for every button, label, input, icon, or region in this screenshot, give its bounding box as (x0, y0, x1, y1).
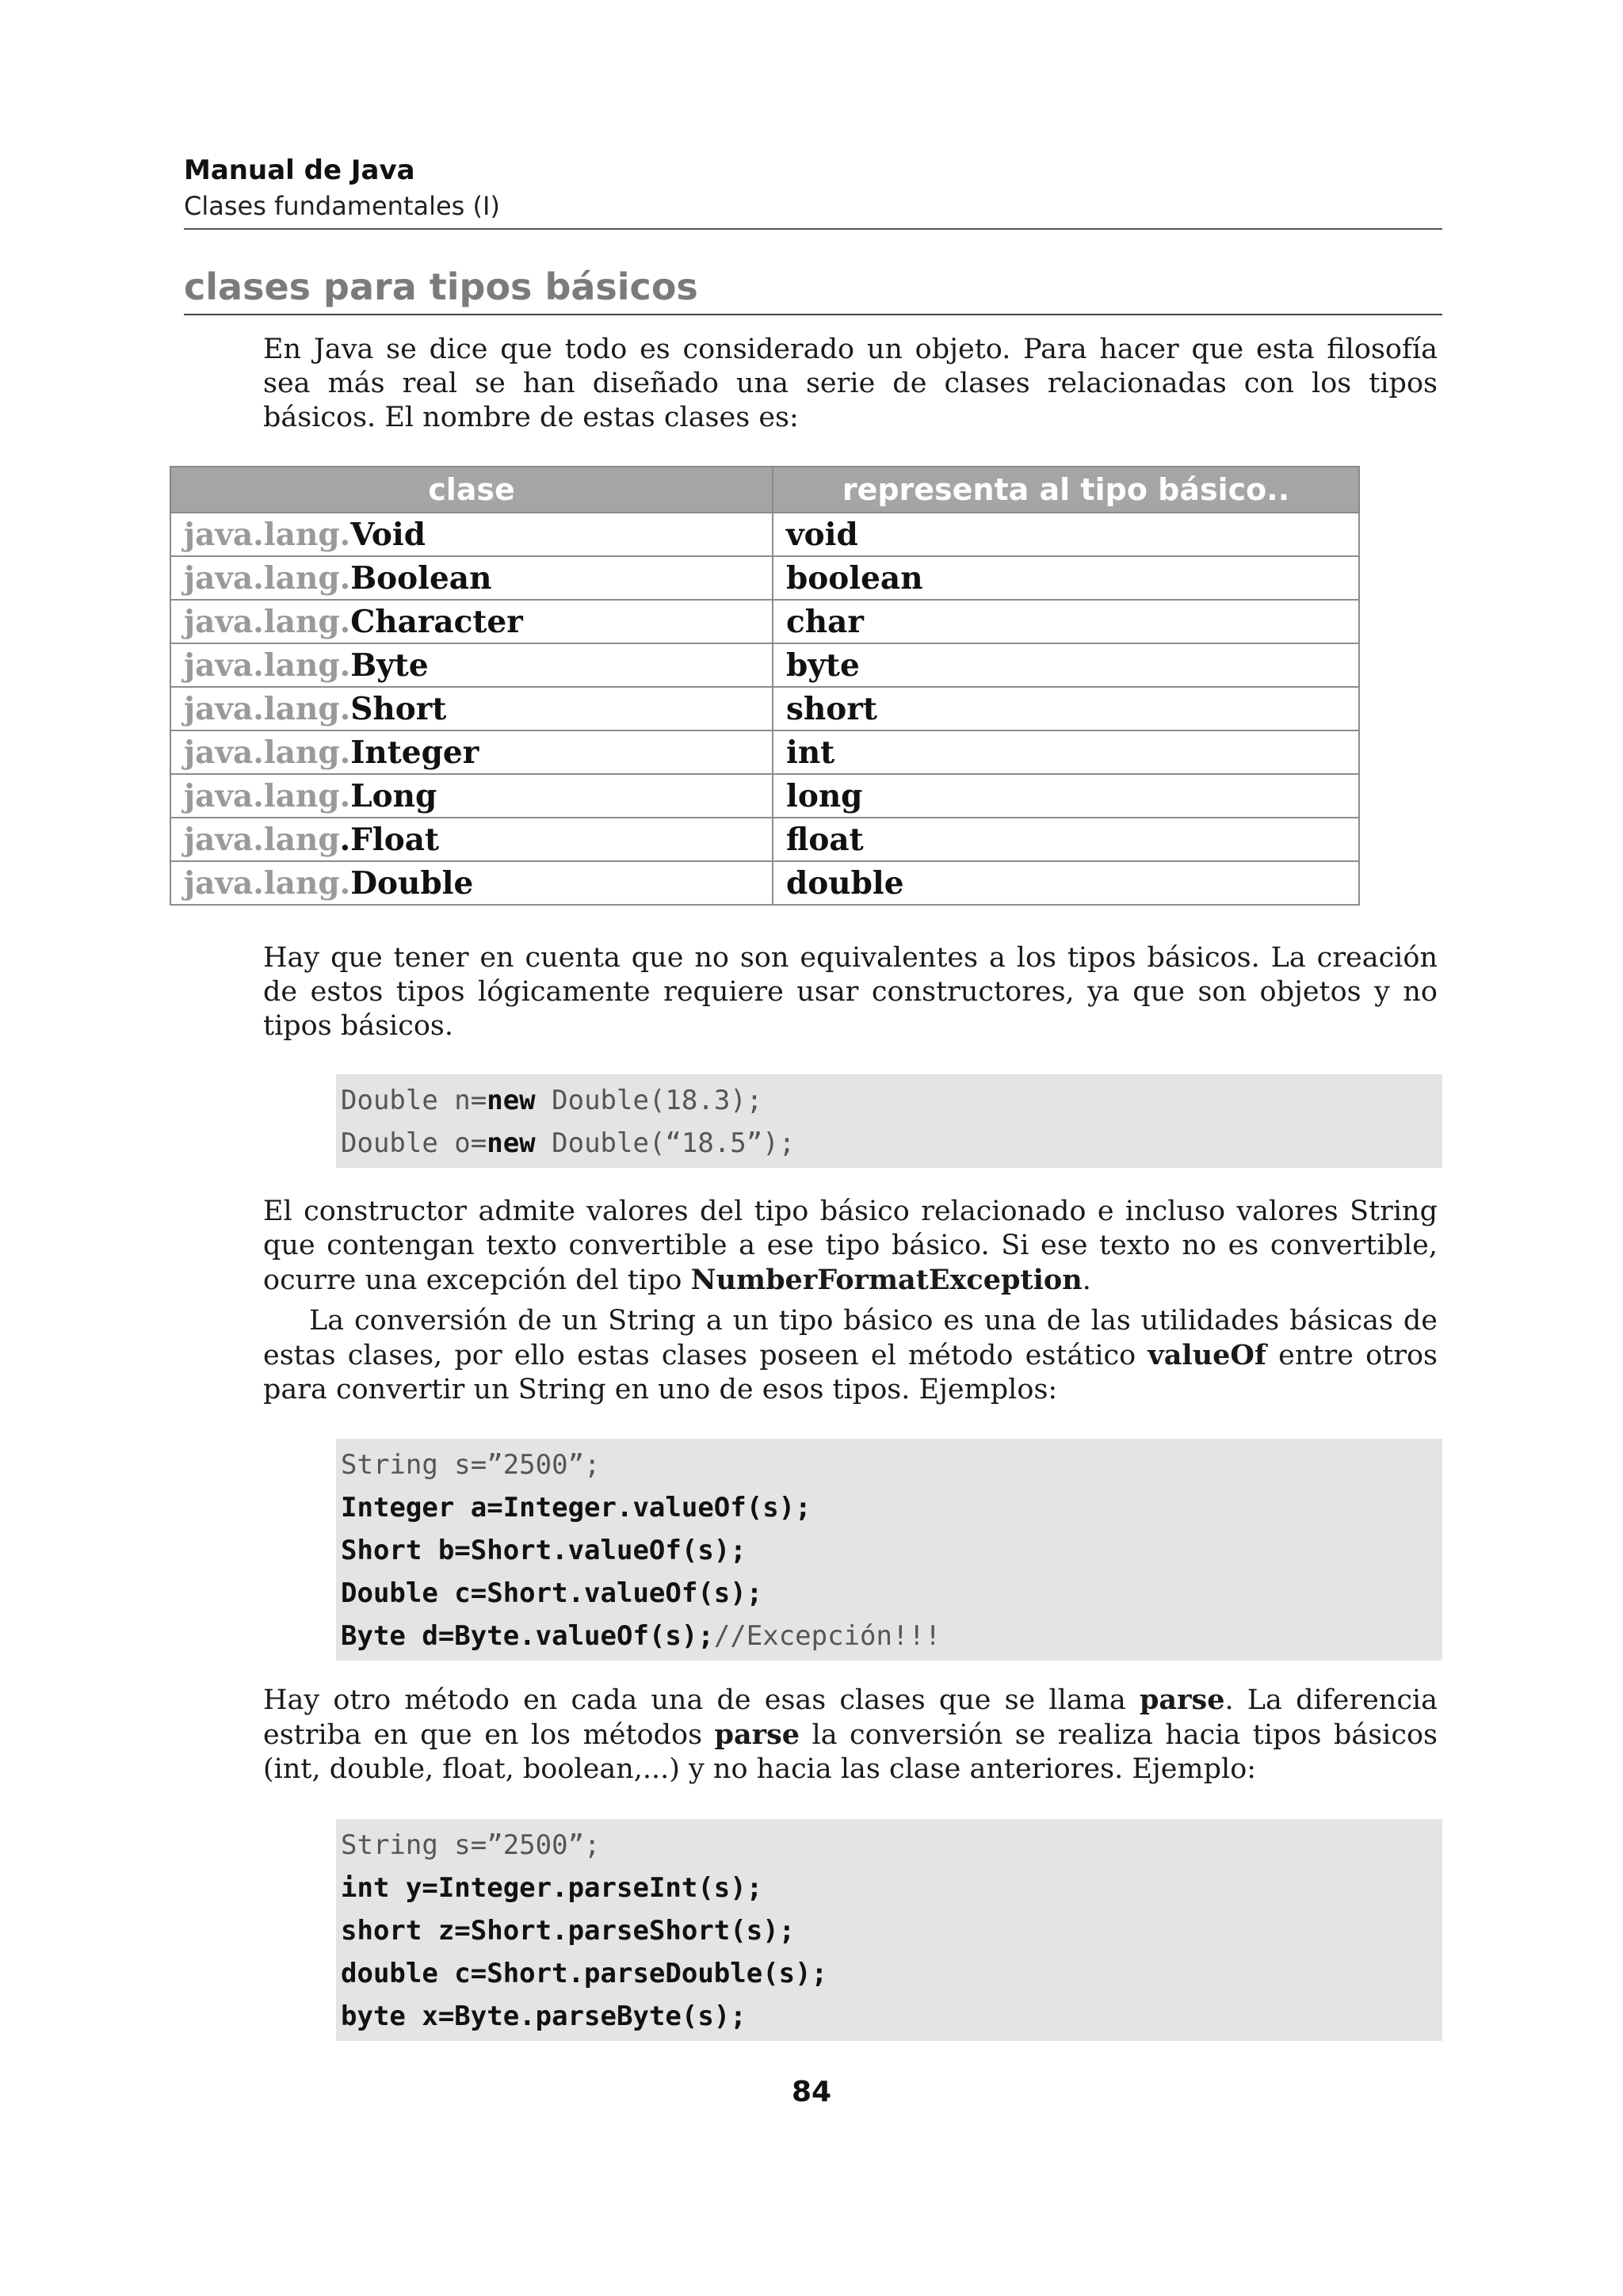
class-cell (170, 687, 773, 730)
chapter-title: Clases fundamentales (I) (184, 191, 500, 221)
package-name: java.lang. (184, 734, 351, 771)
text-run: Hay otro método en cada una de esas clases que se llama (263, 1684, 1140, 1716)
text-run: La conversión de un String a un tipo básico es una de las utilidades básicas de estas clases, por ello estas clases poseen el método estático (263, 1305, 1438, 1371)
table-row (170, 687, 1359, 730)
code-keyword: new (487, 1085, 536, 1116)
table-row (170, 643, 1359, 687)
package-name: java.lang. (184, 690, 351, 727)
class-name: Integer (350, 734, 479, 771)
class-name: Void (350, 516, 426, 553)
code-block-parse (336, 1819, 1442, 2041)
exception-name: NumberFormatException (690, 1264, 1083, 1296)
primitive-type: char (773, 600, 1359, 643)
code-line: int y=Integer.parseInt(s); (341, 1872, 763, 1904)
table-row (170, 774, 1359, 818)
package-name: java.lang. (184, 603, 351, 640)
package-name: java.lang (184, 821, 340, 858)
primitive-type: void (773, 513, 1359, 556)
class-name: Double (350, 864, 474, 902)
package-name: java.lang. (184, 864, 351, 902)
column-header-type: representa al tipo básico.. (773, 467, 1359, 513)
primitive-type: float (773, 818, 1359, 861)
code-line (341, 1615, 1442, 1657)
primitive-type: int (773, 730, 1359, 774)
parse-paragraph (263, 1683, 1438, 1787)
text-run: . La diferencia estriba en que en los métodos (263, 1684, 1438, 1751)
package-name: java.lang. (184, 516, 351, 553)
code-line: double c=Short.parseDouble(s); (341, 1958, 828, 1989)
code-line: Double c=Short.valueOf(s); (341, 1577, 763, 1609)
code-text: Double(18.3); (535, 1085, 763, 1116)
code-line: short z=Short.parseShort(s); (341, 1915, 796, 1947)
text-run: la conversión se realiza hacia tipos básicos (int, double, float, boolean,...) y no hacia las clase anteriores. Ejemplo: (263, 1719, 1438, 1785)
class-cell (170, 556, 773, 600)
class-cell (170, 600, 773, 643)
code-text: Double(“18.5”); (535, 1127, 796, 1159)
code-line: String s=”2500”; (341, 1449, 601, 1481)
table-row (170, 818, 1359, 861)
code-line (341, 1122, 1442, 1165)
code-block-valueof (336, 1439, 1442, 1661)
page-number: 84 (791, 2076, 832, 2108)
package-name: java.lang. (184, 777, 351, 814)
section-title: clases para tipos básicos (184, 261, 1442, 315)
code-line: String s=”2500”; (341, 1829, 601, 1861)
class-cell (170, 730, 773, 774)
constructor-paragraph (263, 1195, 1438, 1298)
primitive-type: boolean (773, 556, 1359, 600)
class-cell (170, 861, 773, 905)
package-name: java.lang. (184, 646, 351, 684)
types-table (170, 466, 1360, 906)
class-name: Boolean (350, 559, 492, 597)
table-row (170, 730, 1359, 774)
valueof-paragraph (263, 1304, 1438, 1407)
code-text: Byte d=Byte.valueOf(s); (341, 1620, 714, 1652)
code-text: Double n= (341, 1085, 487, 1116)
class-cell (170, 818, 773, 861)
text-run: El constructor admite valores del tipo básico relacionado e incluso valores String que contengan texto convertible a ese tipo básico. Si ese texto no es convertible, ocurre una excepción del tipo (263, 1196, 1438, 1296)
package-name: java.lang. (184, 559, 351, 597)
text-run: entre otros para convertir un String en uno de esos tipos. Ejemplos: (263, 1340, 1438, 1405)
code-comment: //Excepción!!! (713, 1620, 941, 1652)
class-name: Byte (350, 646, 429, 684)
code-line (341, 1079, 1442, 1122)
table-row (170, 600, 1359, 643)
primitive-type: long (773, 774, 1359, 818)
intro-paragraph: En Java se dice que todo es considerado un objeto. Para hacer que esta filosofía sea más real se han diseñado una serie de clases relacionadas con los tipos básicos. El nombre de estas clases es: (263, 334, 1438, 433)
column-header-class: clase (170, 467, 773, 513)
page-header (184, 152, 1442, 230)
class-cell (170, 513, 773, 556)
primitive-type: double (773, 861, 1359, 905)
code-line: Integer a=Integer.valueOf(s); (341, 1492, 812, 1524)
table-row (170, 556, 1359, 600)
equivalence-paragraph: Hay que tener en cuenta que no son equivalentes a los tipos básicos. La creación de estos tipos lógicamente requiere usar constructores, ya que son objetos y no tipos básicos. (263, 942, 1438, 1042)
method-name: parse (714, 1718, 800, 1751)
class-cell (170, 643, 773, 687)
code-text: Double o= (341, 1127, 487, 1159)
code-keyword: new (487, 1127, 536, 1159)
class-name: .Float (339, 821, 439, 858)
code-line: byte x=Byte.parseByte(s); (341, 2000, 747, 2032)
text-run: . (1082, 1264, 1091, 1296)
class-name: Long (350, 777, 437, 814)
method-name: parse (1139, 1684, 1225, 1716)
class-cell (170, 774, 773, 818)
class-name: Short (350, 690, 447, 727)
primitive-type: byte (773, 643, 1359, 687)
primitive-type: short (773, 687, 1359, 730)
code-block-constructors (336, 1074, 1442, 1168)
table-row (170, 513, 1359, 556)
table-row (170, 861, 1359, 905)
table-header-row (170, 467, 1359, 513)
method-name: valueOf (1148, 1339, 1266, 1371)
class-name: Character (350, 603, 523, 640)
code-line: Short b=Short.valueOf(s); (341, 1535, 747, 1566)
book-title: Manual de Java (184, 154, 415, 186)
